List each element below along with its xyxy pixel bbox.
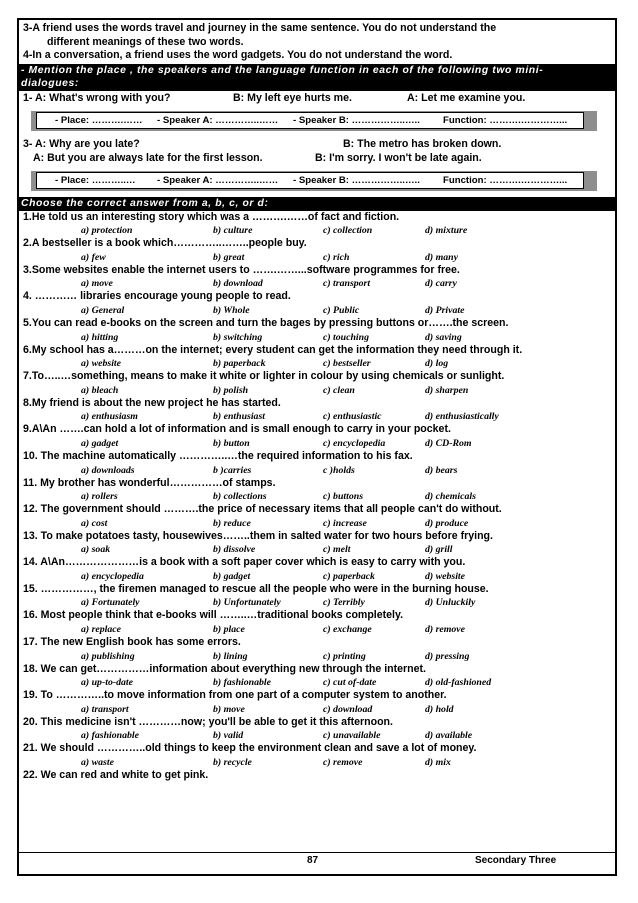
answer-option[interactable]: c) bestseller [323,358,371,370]
question-text: 7.To…..…something, means to make it white or lighter in colour by using chemicals or sunlight. [23,370,505,383]
question-text: 9.A\An …….can hold a lot of information and is small enough to carry in your pocket. [23,423,451,436]
dialogue-1 [23,91,611,105]
answer-option[interactable]: b) dissolve [213,544,256,556]
answer-option[interactable]: a) transport [81,703,129,715]
answer-options [23,570,611,583]
question-text: 8.My friend is about the new project he has started. [23,396,281,409]
question-text: 13. To make potatoes tasty, housewives……..them in salted water for two hours before frying. [23,529,493,542]
dialogue-2-cont [23,151,611,165]
answer-option[interactable]: b) download [213,278,263,290]
worksheet-page [17,18,617,876]
answer-option[interactable]: d) many [425,251,458,263]
question-text: 20. This medicine isn't …………now; you'll be able to get it this afternoon. [23,715,393,728]
answer-option[interactable]: b) paperback [213,358,266,370]
answer-option[interactable]: a) bleach [81,384,119,396]
question-list [23,211,611,783]
answer-option[interactable]: a) website [81,358,121,370]
answer-option[interactable]: a) rollers [81,491,118,503]
answer-option[interactable]: b) Unfortunately [213,597,281,609]
answer-options [23,277,611,290]
answer-option[interactable]: a) cost [81,517,108,529]
answer-option[interactable]: d) log [425,358,449,370]
answer-option[interactable]: d) available [425,730,473,742]
answer-options [23,676,611,689]
answer-option[interactable]: c) download [323,703,373,715]
answer-option[interactable]: d) mixture [425,225,468,237]
answer-option[interactable]: b) reduce [213,517,251,529]
dialogue-2-a2: A: But you are always late for the first lesson. [33,151,263,164]
answer-options [23,756,611,769]
answer-option[interactable]: d) saving [425,331,462,343]
answer-options [23,437,611,450]
answer-option[interactable]: c) printing [323,650,366,662]
question-text: 16. Most people think that e-books will ……..…traditional books completely. [23,609,404,622]
dialogue-2-a: 3- A: Why are you late? [23,137,140,150]
answer-option[interactable]: a) downloads [81,464,135,476]
answer-option[interactable]: a) fashionable [81,730,139,742]
answer-option[interactable]: a) gadget [81,437,119,449]
answer-option[interactable]: b) place [213,624,245,636]
answer-options [23,650,611,663]
answer-option[interactable]: a) encyclopedia [81,570,144,582]
answer-option[interactable]: d) website [425,570,465,582]
answer-option[interactable]: a) up-to-date [81,677,133,689]
answer-options [23,623,611,636]
question-text: 17. The new English book has some errors. [23,636,241,649]
answer-option[interactable]: a) soak [81,544,111,556]
question-text: 19. To …………..to move information from one part of a computer system to another. [23,689,447,702]
worksheet-content [23,22,611,783]
answer-options [23,543,611,556]
question-text: 18. We can get……………information about everything new through the internet. [23,662,426,675]
answer-option[interactable]: b) enthusiast [213,411,265,423]
answer-option[interactable]: c) cut of-date [323,677,377,689]
answer-option[interactable]: d) carry [425,278,457,290]
answer-option[interactable]: c) buttons [323,491,364,503]
answer-option[interactable]: c) collection [323,225,373,237]
answer-option[interactable]: c) unavailable [323,730,381,742]
answer-options [23,464,611,477]
answer-option[interactable]: b )carries [213,464,252,476]
speaker-b-blank[interactable]: - Speaker B: ……………..….. [293,174,420,186]
answer-option[interactable]: c) enthusiastic [323,411,382,423]
answer-options [23,251,611,264]
answer-options [23,517,611,530]
answer-option[interactable]: c) increase [323,517,367,529]
question-text: 11. My brother has wonderful……………of stamps. [23,476,276,489]
answer-option[interactable]: d) CD-Rom [425,437,472,449]
answer-option[interactable]: a) waste [81,757,114,769]
footer-label: Secondary Three [475,855,557,866]
dialogue-2-b: B: The metro has broken down. [343,137,502,150]
answer-option[interactable]: b) great [213,251,245,263]
answer-box-2 [31,171,597,191]
answer-option[interactable]: c) exchange [323,624,372,636]
dialogue-2-b2: B: I'm sorry. I won't be late again. [315,151,482,164]
answer-option[interactable]: d) mix [425,757,451,769]
speaker-a-blank[interactable]: - Speaker A: …………..…… [157,174,279,186]
answer-option[interactable]: b) fashionable [213,677,271,689]
answer-box-1 [31,111,597,131]
answer-option[interactable]: b) move [213,703,245,715]
speaker-a-blank[interactable]: - Speaker A: …………..…… [157,114,279,126]
dialogue-1-b: B: My left eye hurts me. [233,91,352,104]
answer-option[interactable]: d) enthusiastically [425,411,499,423]
answer-option[interactable]: b) polish [213,384,249,396]
answer-option[interactable]: c) paperback [323,570,375,582]
question-text: 1.He told us an interesting story which was a ……….……of fact and fiction. [23,210,400,223]
function-blank[interactable]: Function: ……….…………... [443,114,568,126]
answer-option[interactable]: d) remove [425,624,465,636]
answer-option[interactable]: d) produce [425,517,469,529]
question-text: 2.A bestseller is a book which…………..……..people buy. [23,237,307,250]
answer-option[interactable]: b) valid [213,730,244,742]
answer-option[interactable]: b) recycle [213,757,252,769]
choose-heading: Choose the correct answer from a, b, c, or d: [19,197,615,211]
answer-option[interactable]: d) Unluckily [425,597,476,609]
answer-option[interactable]: c) transport [323,278,371,290]
question-text: 14. A\An…………………is a book with a soft paper cover which is easy to carry with you. [23,556,466,569]
answer-options [23,357,611,370]
answer-option[interactable]: a) publishing [81,650,135,662]
place-blank[interactable]: - Place: ………..… [55,174,136,186]
answer-option[interactable]: a) General [81,304,125,316]
answer-options [23,331,611,344]
answer-options [23,304,611,317]
answer-option[interactable]: d) hold [425,703,454,715]
question-text: 10. The machine automatically …………..…the required information to his fax. [23,449,413,462]
answer-option[interactable]: b) button [213,437,250,449]
answer-options [23,410,611,423]
dialogue-heading: dialogues: [19,77,615,91]
answer-option[interactable]: b) gadget [213,570,251,582]
answer-option[interactable]: b) lining [213,650,248,662]
answer-option[interactable]: c) remove [323,757,363,769]
question-text: 12. The government should ……….the price of necessary items that all people can't do without. [23,503,502,516]
answer-option[interactable]: c) Public [323,304,360,316]
answer-option[interactable]: a) protection [81,225,133,237]
question-text: 4. ………… libraries encourage young people to read. [23,290,291,303]
answer-options [23,703,611,716]
question-text: 5.You can read e-books on the screen and turn the bages by pressing buttons or…….the screen. [23,316,509,329]
function-blank[interactable]: Function: ……….…………... [443,174,568,186]
answer-option[interactable]: d) sharpen [425,384,469,396]
answer-options [23,729,611,742]
answer-option[interactable]: c) clean [323,384,355,396]
question-text: 22. We can red and white to get pink. [23,769,209,782]
answer-option[interactable]: b) culture [213,225,253,237]
question-text: 21. We should …………..old things to keep the environment clean and save a lot of money. [23,742,477,755]
answer-option[interactable]: a) Fortunately [81,597,140,609]
answer-option[interactable]: a) enthusiasm [81,411,138,423]
intro-line: 3-A friend uses the words travel and journey in the same sentence. You do not understand the [23,22,497,34]
answer-option[interactable]: d) grill [425,544,453,556]
answer-option[interactable]: c) encyclopedia [323,437,386,449]
question-text: 6.My school has a………on the internet; every student can get the information they need through it. [23,343,523,356]
answer-option[interactable]: a) hitting [81,331,119,343]
answer-option[interactable]: c) rich [323,251,350,263]
dialogue-heading: - Mention the place , the speakers and the language function in each of the following two mini- [19,64,615,78]
answer-options [23,224,611,237]
answer-option[interactable]: d) bears [425,464,458,476]
answer-option[interactable]: d) old-fashioned [425,677,492,689]
answer-option[interactable]: a) few [81,251,106,263]
dialogue-1-a2: A: Let me examine you. [407,91,526,104]
dialogue-1-a: 1- A: What's wrong with you? [23,91,171,104]
answer-option[interactable]: b) collections [213,491,267,503]
page-number: 87 [307,855,319,866]
answer-option[interactable]: c) Terribly [323,597,365,609]
answer-options [23,384,611,397]
answer-option[interactable]: b) switching [213,331,263,343]
answer-option[interactable]: c )holds [323,464,355,476]
intro-line: 4-In a conversation, a friend uses the word gadgets. You do not understand the word. [23,49,453,62]
answer-option[interactable]: d) chemicals [425,491,476,503]
answer-options [23,490,611,503]
answer-option[interactable]: a) move [81,278,113,290]
intro-line: different meanings of these two words. [47,35,244,48]
answer-option[interactable]: a) replace [81,624,121,636]
speaker-b-blank[interactable]: - Speaker B: ……………..….. [293,114,420,126]
dialogue-2 [23,137,611,151]
answer-option[interactable]: c) melt [323,544,351,556]
answer-option[interactable]: d) Private [425,304,465,316]
answer-option[interactable]: d) pressing [425,650,470,662]
page-footer [19,852,615,873]
answer-options [23,596,611,609]
answer-option[interactable]: c) touching [323,331,369,343]
place-blank[interactable]: - Place: ……….…… [55,114,143,126]
question-text: 3.Some websites enable the internet users to …….……...software programmes for free. [23,263,460,276]
answer-option[interactable]: b) Whole [213,304,250,316]
question-text: 15. ……………, the firemen managed to rescue all the people who were in the burning house. [23,582,489,595]
